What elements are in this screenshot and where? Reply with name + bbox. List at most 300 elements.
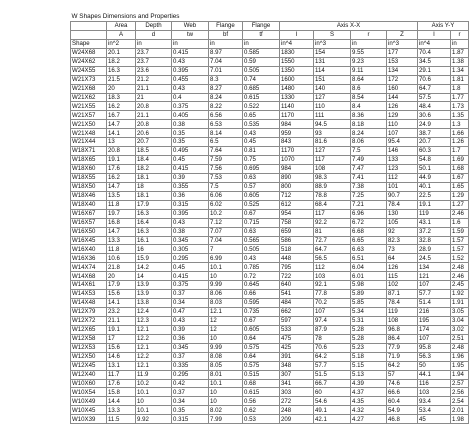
table-cell: 126 <box>387 102 418 111</box>
table-cell: 111 <box>314 111 351 120</box>
shape-designation-cell: W21X50 <box>71 120 107 129</box>
table-cell: 7.12 <box>209 218 243 227</box>
table-cell: 12 <box>209 316 243 325</box>
table-cell: 78.4 <box>387 200 418 209</box>
table-cell: 44.1 <box>418 370 451 379</box>
table-cell: 10.1 <box>209 379 243 388</box>
shape-designation-cell: W21X44 <box>71 138 107 147</box>
table-cell: 0.62 <box>243 406 280 415</box>
table-cell: 151 <box>314 75 351 84</box>
table-cell: 0.785 <box>243 263 280 272</box>
table-cell: 0.45 <box>172 263 209 272</box>
table-cell: 659 <box>280 227 314 236</box>
table-cell: 9.55 <box>351 48 387 57</box>
table-cell: 13.1 <box>107 361 136 370</box>
table-cell: 0.335 <box>172 361 209 370</box>
table-cell: 586 <box>280 236 314 245</box>
table-cell: 8.06 <box>209 290 243 299</box>
table-cell: 209 <box>280 415 314 424</box>
table-cell: 8.01 <box>209 370 243 379</box>
table-cell: 40.1 <box>418 182 451 191</box>
table-cell: 0.36 <box>172 334 209 343</box>
shape-designation-cell: W18X40 <box>71 200 107 209</box>
table-cell: 14.6 <box>107 352 136 361</box>
table-cell: 86.4 <box>387 334 418 343</box>
table-cell: 66.6 <box>387 388 418 397</box>
table-row <box>71 165 469 174</box>
table-cell: 130 <box>387 209 418 218</box>
table-cell: 1.73 <box>451 102 469 111</box>
table-cell: 1.6 <box>451 218 469 227</box>
table-cell: 49.1 <box>314 406 351 415</box>
table-cell: 51.4 <box>418 299 451 308</box>
table-cell: 18.2 <box>107 57 136 66</box>
table-cell: 92.2 <box>314 218 351 227</box>
table-cell: 95.8 <box>418 343 451 352</box>
shape-designation-cell: W12X40 <box>71 370 107 379</box>
header-web: Web <box>172 22 209 31</box>
table-row <box>71 66 469 75</box>
header-unit-cell: in <box>243 39 280 48</box>
table-cell: 46.8 <box>387 415 418 424</box>
table-cell: 64.7 <box>418 84 451 93</box>
table-cell: 10 <box>209 397 243 406</box>
table-cell: 15.8 <box>107 388 136 397</box>
table-cell: 117 <box>314 156 351 165</box>
table-cell: 8.05 <box>209 361 243 370</box>
shape-designation-cell: W24X62 <box>71 57 107 66</box>
table-cell: 72.7 <box>314 236 351 245</box>
table-cell: 16 <box>136 245 172 254</box>
table-cell: 87.1 <box>387 290 418 299</box>
table-cell: 10.1 <box>136 388 172 397</box>
table-cell: 484 <box>280 299 314 308</box>
table-cell: 12.1 <box>136 361 172 370</box>
table-cell: 54.8 <box>418 156 451 165</box>
table-cell: 16.2 <box>107 102 136 111</box>
table-cell: 640 <box>280 281 314 290</box>
shape-designation-cell: W18X60 <box>71 165 107 174</box>
table-cell: 14.7 <box>107 182 136 191</box>
table-cell: 0.565 <box>243 236 280 245</box>
table-cell: 7.04 <box>209 57 243 66</box>
table-cell: 14.7 <box>107 227 136 236</box>
header-symbol-cell: I <box>418 30 451 39</box>
table-cell: 0.695 <box>243 165 280 174</box>
symbol-blank <box>71 30 107 39</box>
table-cell: 8.97 <box>209 48 243 57</box>
shape-designation-cell: W24X55 <box>71 66 107 75</box>
table-cell: 13.9 <box>136 290 172 299</box>
table-cell: 56.5 <box>314 254 351 263</box>
table-cell: 172 <box>387 75 418 84</box>
table-cell: 5.31 <box>351 316 387 325</box>
table-cell: 1170 <box>280 147 314 156</box>
table-cell: 4.32 <box>351 406 387 415</box>
table-cell: 16.2 <box>107 173 136 182</box>
shape-designation-cell: W10X39 <box>71 415 107 424</box>
table-cell: 5.34 <box>351 308 387 317</box>
shape-designation-cell: W14X61 <box>71 281 107 290</box>
table-cell: 8.27 <box>209 84 243 93</box>
table-cell: 341 <box>280 379 314 388</box>
table-cell: 0.585 <box>243 48 280 57</box>
table-row <box>71 191 469 200</box>
table-cell: 843 <box>280 138 314 147</box>
table-cell: 7.5 <box>209 182 243 191</box>
table-row <box>71 325 469 334</box>
shape-designation-cell: W24X68 <box>71 48 107 57</box>
table-cell: 475 <box>280 334 314 343</box>
table-cell: 134 <box>418 263 451 272</box>
table-cell: 19.1 <box>107 156 136 165</box>
table-cell: 0.37 <box>172 388 209 397</box>
table-cell: 0.57 <box>243 182 280 191</box>
table-cell: 795 <box>280 263 314 272</box>
table-cell: 6.53 <box>209 120 243 129</box>
table-cell: 7.25 <box>351 191 387 200</box>
table-cell: 34.5 <box>418 57 451 66</box>
table-cell: 101 <box>387 182 418 191</box>
table-cell: 0.715 <box>243 218 280 227</box>
header-symbol-cell: bf <box>209 30 243 39</box>
table-cell: 1070 <box>280 156 314 165</box>
shape-designation-cell: W10X54 <box>71 388 107 397</box>
shape-designation-cell: W21X68 <box>71 84 107 93</box>
table-cell: 597 <box>280 316 314 325</box>
table-cell: 107 <box>418 334 451 343</box>
table-cell: 1.77 <box>451 93 469 102</box>
table-cell: 8.64 <box>351 75 387 84</box>
table-cell: 0.415 <box>172 48 209 57</box>
table-row <box>71 281 469 290</box>
table-cell: 12.1 <box>136 325 172 334</box>
table-cell: 13.3 <box>107 236 136 245</box>
header-flange-thickness: Flange <box>243 22 280 31</box>
table-cell: 2.01 <box>451 406 469 415</box>
table-cell: 1.52 <box>451 254 469 263</box>
table-cell: 78.4 <box>387 299 418 308</box>
table-cell: 2.51 <box>451 334 469 343</box>
shape-header-blank <box>71 22 107 31</box>
table-row <box>71 182 469 191</box>
table-cell: 20.6 <box>136 129 172 138</box>
table-row <box>71 102 469 111</box>
shape-designation-cell: W18X55 <box>71 173 107 182</box>
table-cell: 758 <box>280 218 314 227</box>
table-cell: 93.4 <box>418 397 451 406</box>
table-cell: 1.3 <box>451 120 469 129</box>
table-cell: 7.56 <box>209 165 243 174</box>
table-cell: 44.9 <box>418 173 451 182</box>
shape-designation-cell: W21X57 <box>71 111 107 120</box>
table-cell: 77.9 <box>387 343 418 352</box>
table-row <box>71 308 469 317</box>
header-unit-cell: in^4 <box>418 39 451 48</box>
table-cell: 1.94 <box>451 370 469 379</box>
table-cell: 10.6 <box>107 254 136 263</box>
table-cell: 0.525 <box>243 200 280 209</box>
table-cell: 110 <box>314 102 351 111</box>
table-cell: 216 <box>418 308 451 317</box>
table-cell: 18.1 <box>136 173 172 182</box>
table-cell: 88.9 <box>314 182 351 191</box>
table-cell: 8.03 <box>209 299 243 308</box>
table-cell: 1.96 <box>451 352 469 361</box>
table-cell: 90.7 <box>387 191 418 200</box>
table-cell: 20.7 <box>418 138 451 147</box>
table-row <box>71 370 469 379</box>
table-cell: 0.505 <box>243 245 280 254</box>
table-cell: 0.615 <box>243 388 280 397</box>
table-cell: 13.5 <box>107 191 136 200</box>
table-cell: 117 <box>314 209 351 218</box>
table-cell: 64 <box>387 254 418 263</box>
table-cell: 1.87 <box>451 48 469 57</box>
table-cell: 6.04 <box>351 263 387 272</box>
table-cell: 13 <box>107 138 136 147</box>
shape-designation-cell: W18X71 <box>71 147 107 156</box>
table-cell: 144 <box>387 93 418 102</box>
shape-designation-cell: W18X46 <box>71 191 107 200</box>
table-cell: 0.645 <box>243 281 280 290</box>
table-cell: 105 <box>387 218 418 227</box>
table-cell: 114 <box>314 66 351 75</box>
table-cell: 8.36 <box>351 111 387 120</box>
table-cell: 6.06 <box>209 191 243 200</box>
table-cell: 7.38 <box>351 182 387 191</box>
table-cell: 97.4 <box>314 316 351 325</box>
shape-designation-cell: W16X50 <box>71 227 107 236</box>
header-shape: Shape <box>71 39 107 48</box>
shape-designation-cell: W21X73 <box>71 75 107 84</box>
table-cell: 5.23 <box>351 343 387 352</box>
header-symbol-cell: d <box>136 30 172 39</box>
table-cell: 18.5 <box>136 147 172 156</box>
table-row <box>71 147 469 156</box>
shape-designation-cell: W16X45 <box>71 236 107 245</box>
shape-designation-cell: W18X50 <box>71 182 107 191</box>
table-cell: 984 <box>280 120 314 129</box>
table-cell: 19.1 <box>418 200 451 209</box>
table-title: W Shapes Dimensions and Properties <box>71 12 180 20</box>
table-cell: 0.43 <box>172 84 209 93</box>
table-cell: 21.8 <box>107 263 136 272</box>
table-cell: 78 <box>314 334 351 343</box>
table-cell: 518 <box>280 245 314 254</box>
table-cell: 0.63 <box>243 173 280 182</box>
table-cell: 0.35 <box>172 406 209 415</box>
table-cell: 112 <box>387 173 418 182</box>
table-cell: 73 <box>387 245 418 254</box>
table-row <box>71 93 469 102</box>
table-row <box>71 84 469 93</box>
header-unit-cell: in^2 <box>107 39 136 48</box>
table-cell: 123 <box>387 165 418 174</box>
table-cell: 77.8 <box>314 290 351 299</box>
table-cell: 23.2 <box>107 308 136 317</box>
table-cell: 81 <box>314 227 351 236</box>
shape-designation-cell: W14X74 <box>71 263 107 272</box>
table-cell: 174 <box>418 325 451 334</box>
table-cell: 984 <box>280 165 314 174</box>
table-cell: 18.2 <box>136 165 172 174</box>
header-symbol-cell: tw <box>172 30 209 39</box>
table-cell: 0.735 <box>243 308 280 317</box>
table-cell: 107 <box>387 129 418 138</box>
table-cell: 14.1 <box>107 299 136 308</box>
table-cell: 14.4 <box>107 397 136 406</box>
table-cell: 1480 <box>280 84 314 93</box>
table-cell: 6.51 <box>351 254 387 263</box>
table-cell: 9.92 <box>136 415 172 424</box>
table-cell: 154 <box>314 48 351 57</box>
shape-designation-cell: W12X72 <box>71 316 107 325</box>
table-cell: 1330 <box>280 93 314 102</box>
table-cell: 7.47 <box>351 165 387 174</box>
table-row <box>71 406 469 415</box>
table-cell: 0.315 <box>172 415 209 424</box>
table-cell: 1.65 <box>451 182 469 191</box>
table-cell: 1.95 <box>451 361 469 370</box>
table-row <box>71 173 469 182</box>
table-cell: 0.47 <box>172 308 209 317</box>
table-cell: 5.85 <box>351 299 387 308</box>
table-cell: 7.5 <box>351 147 387 156</box>
table-cell: 0.67 <box>243 209 280 218</box>
table-cell: 0.575 <box>243 361 280 370</box>
table-cell: 17.6 <box>107 165 136 174</box>
table-cell: 0.45 <box>243 138 280 147</box>
table-cell: 107 <box>418 281 451 290</box>
table-row <box>71 209 469 218</box>
table-cell: 0.305 <box>172 245 209 254</box>
shape-designation-cell: W12X58 <box>71 334 107 343</box>
table-cell: 0.64 <box>243 334 280 343</box>
table-cell: 425 <box>280 343 314 352</box>
table-cell: 0.81 <box>243 147 280 156</box>
table-cell: 127 <box>314 147 351 156</box>
table-cell: 248 <box>280 406 314 415</box>
shape-designation-cell: W12X79 <box>71 308 107 317</box>
table-cell: 70.6 <box>418 75 451 84</box>
table-cell: 0.38 <box>172 120 209 129</box>
table-cell: 30.6 <box>418 111 451 120</box>
shape-designation-cell: W10X60 <box>71 379 107 388</box>
table-cell: 64.7 <box>314 245 351 254</box>
table-cell: 11.7 <box>107 370 136 379</box>
table-cell: 0.345 <box>172 343 209 352</box>
table-cell: 24.9 <box>418 120 451 129</box>
table-cell: 8.4 <box>351 102 387 111</box>
table-row <box>71 138 469 147</box>
table-cell: 6.02 <box>209 200 243 209</box>
table-cell: 42.1 <box>314 415 351 424</box>
table-cell: 7.01 <box>209 66 243 75</box>
table-cell: 18.3 <box>107 93 136 102</box>
table-cell: 51.5 <box>314 370 351 379</box>
shape-designation-cell: W21X62 <box>71 93 107 102</box>
table-cell: 16.1 <box>136 236 172 245</box>
table-row <box>71 352 469 361</box>
table-cell: 8.3 <box>209 75 243 84</box>
shape-designation-cell: W16X57 <box>71 218 107 227</box>
table-cell: 0.605 <box>243 325 280 334</box>
table-cell: 140 <box>314 84 351 93</box>
header-unit-row <box>71 39 469 48</box>
table-cell: 16.8 <box>107 218 136 227</box>
table-cell: 10.2 <box>136 379 172 388</box>
table-cell: 20 <box>107 84 136 93</box>
table-cell: 195 <box>418 316 451 325</box>
table-cell: 146 <box>387 147 418 156</box>
table-cell: 1830 <box>280 48 314 57</box>
table-cell: 94.5 <box>314 120 351 129</box>
table-cell: 11.8 <box>107 200 136 209</box>
table-cell: 1.68 <box>451 165 469 174</box>
table-cell: 2.45 <box>451 281 469 290</box>
table-cell: 0.522 <box>243 102 280 111</box>
table-cell: 70.2 <box>314 299 351 308</box>
table-cell: 1.69 <box>451 156 469 165</box>
table-cell: 0.34 <box>172 299 209 308</box>
table-cell: 57.7 <box>314 361 351 370</box>
table-cell: 12.3 <box>136 316 172 325</box>
table-cell: 2.48 <box>451 263 469 272</box>
table-cell: 10.1 <box>136 406 172 415</box>
table-cell: 115 <box>387 272 418 281</box>
table-cell: 9.99 <box>209 343 243 352</box>
table-cell: 16.7 <box>107 111 136 120</box>
table-cell: 0.355 <box>172 182 209 191</box>
header-unit-cell: in^3 <box>387 39 418 48</box>
table-row <box>71 111 469 120</box>
table-cell: 0.68 <box>243 379 280 388</box>
table-cell: 1.81 <box>451 75 469 84</box>
table-cell: 12 <box>209 325 243 334</box>
header-symbol-cell: r <box>351 30 387 39</box>
table-cell: 74.6 <box>387 379 418 388</box>
table-cell: 2.46 <box>451 272 469 281</box>
table-cell: 0.63 <box>243 227 280 236</box>
table-cell: 38.7 <box>418 129 451 138</box>
table-cell: 1.38 <box>451 57 469 66</box>
table-cell: 3.04 <box>451 316 469 325</box>
table-cell: 541 <box>280 290 314 299</box>
table-cell: 11.5 <box>107 415 136 424</box>
table-cell: 71.9 <box>387 352 418 361</box>
table-cell: 1.34 <box>451 66 469 75</box>
header-unit-cell: in^3 <box>314 39 351 48</box>
table-cell: 0.72 <box>243 272 280 281</box>
table-row <box>71 129 469 138</box>
table-cell: 13.8 <box>136 299 172 308</box>
table-cell: 307 <box>280 370 314 379</box>
table-cell: 50 <box>418 361 451 370</box>
table-cell: 43.1 <box>418 218 451 227</box>
table-cell: 2.56 <box>451 388 469 397</box>
shape-designation-cell: W16X67 <box>71 209 107 218</box>
table-cell: 5.15 <box>351 361 387 370</box>
header-symbol-cell: I <box>280 30 314 39</box>
table-cell: 8.08 <box>209 352 243 361</box>
table-cell: 8.24 <box>209 93 243 102</box>
table-cell: 4.35 <box>351 397 387 406</box>
table-row <box>71 236 469 245</box>
table-cell: 15.6 <box>107 290 136 299</box>
table-cell: 612 <box>280 200 314 209</box>
table-cell: 0.39 <box>172 173 209 182</box>
